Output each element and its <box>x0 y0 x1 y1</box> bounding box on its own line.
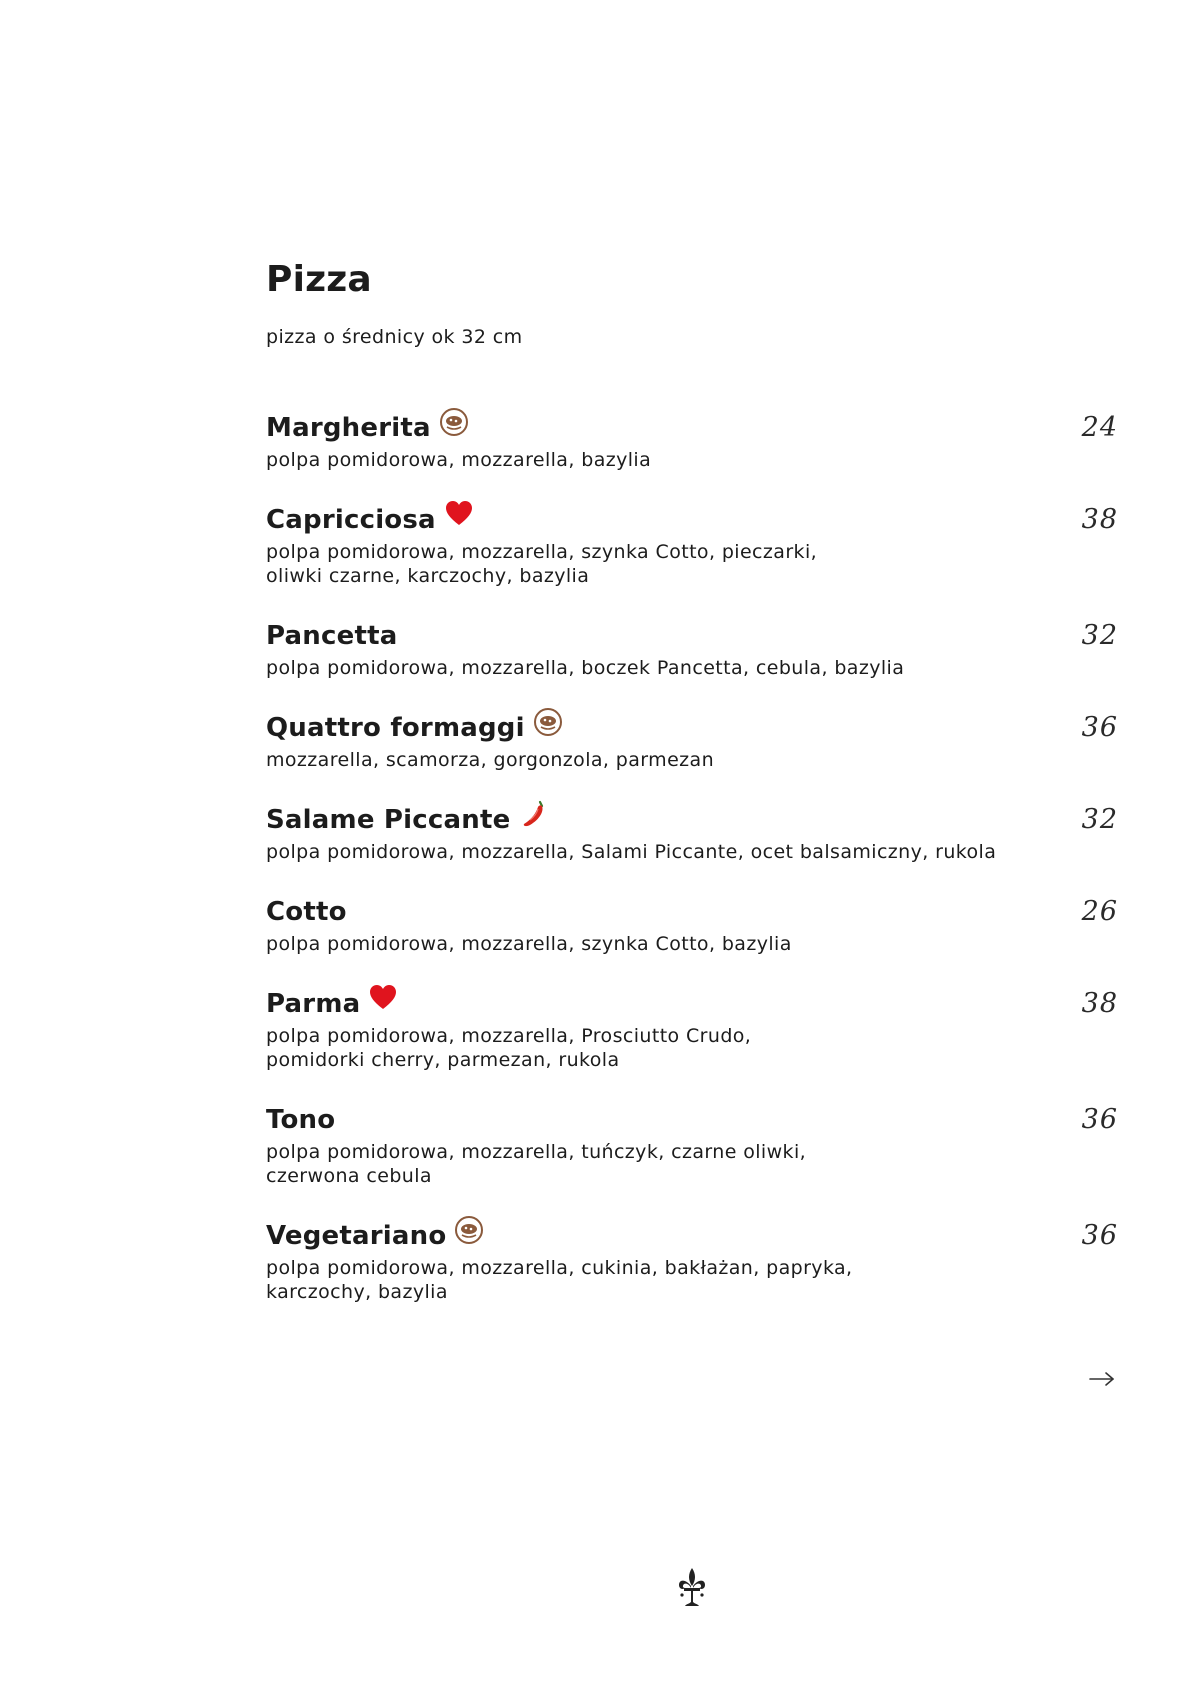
heart-icon <box>444 499 474 529</box>
item-price: 24 <box>1081 412 1118 443</box>
item-description: polpa pomidorowa, mozzarella, szynka Cotto, bazylia <box>266 933 792 955</box>
item-name: Capricciosa <box>266 505 436 535</box>
item-description: polpa pomidorowa, mozzarella, cukinia, bakłażan, papryka, karczochy, bazylia <box>266 1257 853 1303</box>
menu-list <box>266 410 1118 1304</box>
item-name: Cotto <box>266 897 347 927</box>
item-name: Pancetta <box>266 621 398 651</box>
menu-item-pancetta <box>266 618 1118 680</box>
page-subtitle: pizza o średnicy ok 32 cm <box>266 326 523 348</box>
item-name: Salame Piccante <box>266 805 511 835</box>
item-name: Parma <box>266 989 361 1019</box>
item-price: 26 <box>1081 896 1118 927</box>
vegetarian-icon <box>454 1215 484 1245</box>
item-description: polpa pomidorowa, mozzarella, szynka Cotto, pieczarki, oliwki czarne, karczochy, bazylia <box>266 541 818 587</box>
item-name: Margherita <box>266 413 431 443</box>
vegetarian-icon <box>533 707 563 737</box>
menu-item-margherita <box>266 410 1118 472</box>
item-price: 32 <box>1081 804 1118 835</box>
item-price: 36 <box>1081 1104 1118 1135</box>
heart-icon <box>368 983 398 1013</box>
menu-item-capricciosa <box>266 502 1118 588</box>
fleur-de-lis-icon <box>676 1566 708 1608</box>
menu-item-cotto <box>266 894 1118 956</box>
item-price: 32 <box>1081 620 1118 651</box>
item-price: 38 <box>1081 988 1118 1019</box>
arrow-right-icon[interactable] <box>1088 1370 1116 1388</box>
page-title: Pizza <box>266 259 372 300</box>
item-description: polpa pomidorowa, mozzarella, bazylia <box>266 449 652 471</box>
item-description: mozzarella, scamorza, gorgonzola, parmezan <box>266 749 715 771</box>
item-name: Vegetariano <box>266 1221 447 1251</box>
menu-page <box>266 254 1118 1334</box>
menu-item-vegetariano <box>266 1218 1118 1304</box>
item-name: Quattro formaggi <box>266 713 525 743</box>
item-name: Tono <box>266 1105 336 1135</box>
menu-item-parma <box>266 986 1118 1072</box>
item-description: polpa pomidorowa, mozzarella, boczek Pancetta, cebula, bazylia <box>266 657 905 679</box>
item-price: 36 <box>1081 712 1118 743</box>
menu-item-salame-piccante <box>266 802 1118 864</box>
menu-item-tono <box>266 1102 1118 1188</box>
item-description: polpa pomidorowa, mozzarella, tuńczyk, czarne oliwki, czerwona cebula <box>266 1141 807 1187</box>
item-description: polpa pomidorowa, mozzarella, Salami Piccante, ocet balsamiczny, rukola <box>266 841 997 863</box>
chili-pepper-icon <box>518 799 548 829</box>
item-description: polpa pomidorowa, mozzarella, Prosciutto Crudo, pomidorki cherry, parmezan, rukola <box>266 1025 752 1071</box>
item-price: 38 <box>1081 504 1118 535</box>
item-price: 36 <box>1081 1220 1118 1251</box>
menu-item-quattro-formaggi <box>266 710 1118 772</box>
vegetarian-icon <box>439 407 469 437</box>
